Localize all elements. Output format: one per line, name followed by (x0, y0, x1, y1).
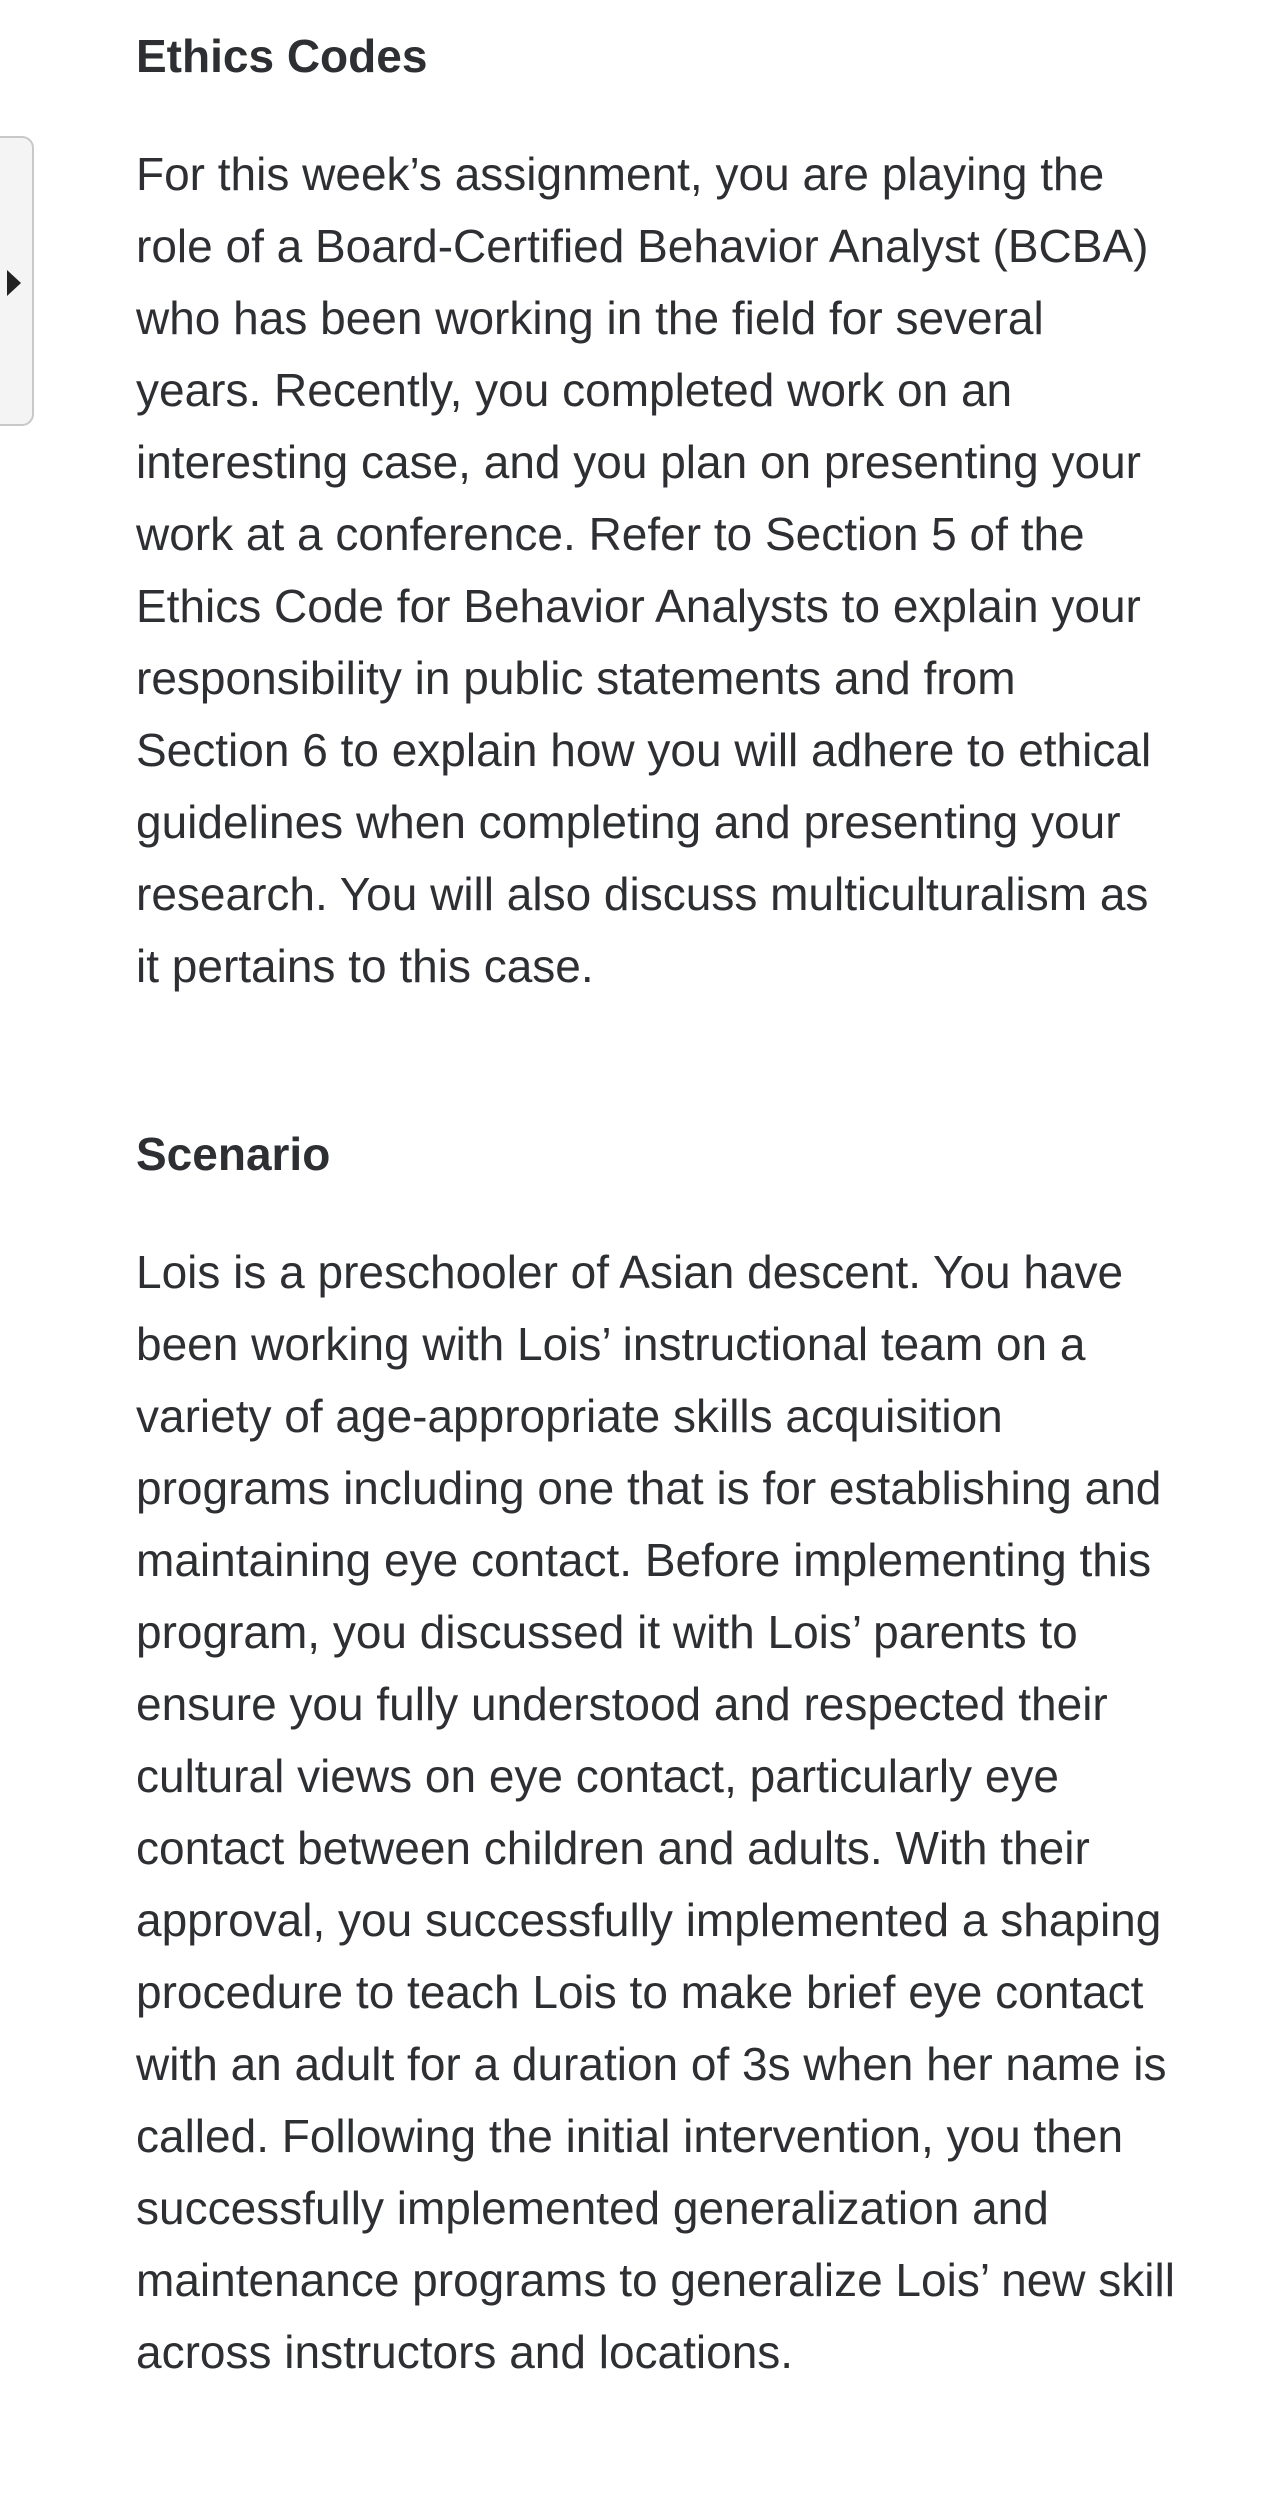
ethics-codes-heading: Ethics Codes (136, 30, 428, 82)
ethics-codes-paragraph: For this week’s assignment, you are playing the role of a Board-Certified Behavior Analyst (BCBA) who has been working in the field for several years. Recently, you completed work on an interesting case, and you plan on presenting your work at a conference. Refer to Section 5 of the Ethics Code for Behavior Analysts to explain your responsibility in public statements and from Section 6 to explain how you will adhere to ethical guidelines when completing and presenting your research. You will also discuss multiculturalism as it pertains to this case. (136, 148, 1152, 992)
scenario-heading: Scenario (136, 1128, 331, 1180)
sidebar-toggle-button[interactable] (0, 136, 34, 426)
scenario-paragraph: Lois is a preschooler of Asian descent. You have been working with Lois’ instructional team on a variety of age-appropriate skills acquisition programs including one that is for establishing and maintaining eye contact. Before implementing this program, you discussed it with Lois’ parents to ensure you fully understood and respected their cultural views on eye contact, particularly eye contact between children and adults. With their approval, you successfully implemented a shaping procedure to teach Lois to make brief eye contact with an adult for a duration of 3s when her name is called. Following the initial intervention, you then successfully implemented generalization and maintenance programs to generalize Lois’ new skill across instructors and locations. (136, 1246, 1175, 2378)
caret-right-icon (7, 270, 21, 296)
